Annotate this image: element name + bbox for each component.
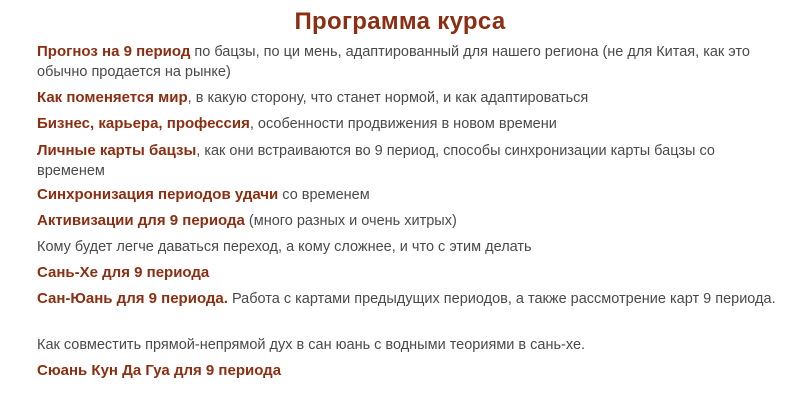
item-heading: Синхронизация периодов удачи	[37, 186, 279, 203]
list-item-luck-sync	[37, 185, 777, 205]
list-item-forecast	[37, 42, 777, 82]
list-item-activations	[37, 211, 777, 231]
item-text: , особенности продвижения в новом времени	[249, 116, 557, 132]
list-item-xuan-kong	[37, 361, 777, 381]
list-item-personal-charts	[37, 141, 777, 181]
item-heading: Сан-Юань для 9 периода.	[37, 290, 228, 307]
item-heading: Бизнес, карьера, профессия	[37, 115, 250, 132]
list-item-san-he	[37, 263, 777, 283]
list-item-combine	[37, 335, 777, 355]
item-heading: Сюань Кун Да Гуа для 9 периода	[37, 362, 282, 379]
item-heading: Сань-Хе для 9 периода	[37, 264, 210, 281]
page-title: Программа курса	[294, 8, 506, 35]
item-heading: Активизации для 9 периода	[37, 212, 245, 229]
item-text: Работа с картами предыдущих периодов, а также рассмотрение карт 9 периода.	[227, 291, 776, 307]
item-text: (много разных и очень хитрых)	[244, 213, 457, 229]
item-heading: Прогноз на 9 период	[37, 43, 191, 60]
item-text: , в какую сторону, что станет нормой, и как адаптироваться	[187, 90, 589, 106]
list-item-business	[37, 114, 777, 134]
item-text: по бацзы, по ци мень, адаптированный для нашего региона (не для Китая, как это обычно продается на рынке)	[37, 44, 750, 80]
item-text: Кому будет легче даваться переход, а кому сложнее, и что с этим делать	[37, 239, 532, 255]
item-text: Как совместить прямой-непрямой дух в сан юань с водными теориями в сань-хе.	[37, 337, 586, 353]
item-heading: Личные карты бацзы	[37, 142, 197, 159]
item-text: , как они встраиваются во 9 период, способы синхронизации карты бацзы со временем	[37, 143, 715, 179]
list-item-transition	[37, 237, 777, 257]
item-text: со временем	[278, 187, 370, 203]
item-heading: Как поменяется мир	[37, 89, 188, 106]
list-item-world-change	[37, 88, 777, 108]
list-item-san-yuan	[37, 289, 777, 309]
